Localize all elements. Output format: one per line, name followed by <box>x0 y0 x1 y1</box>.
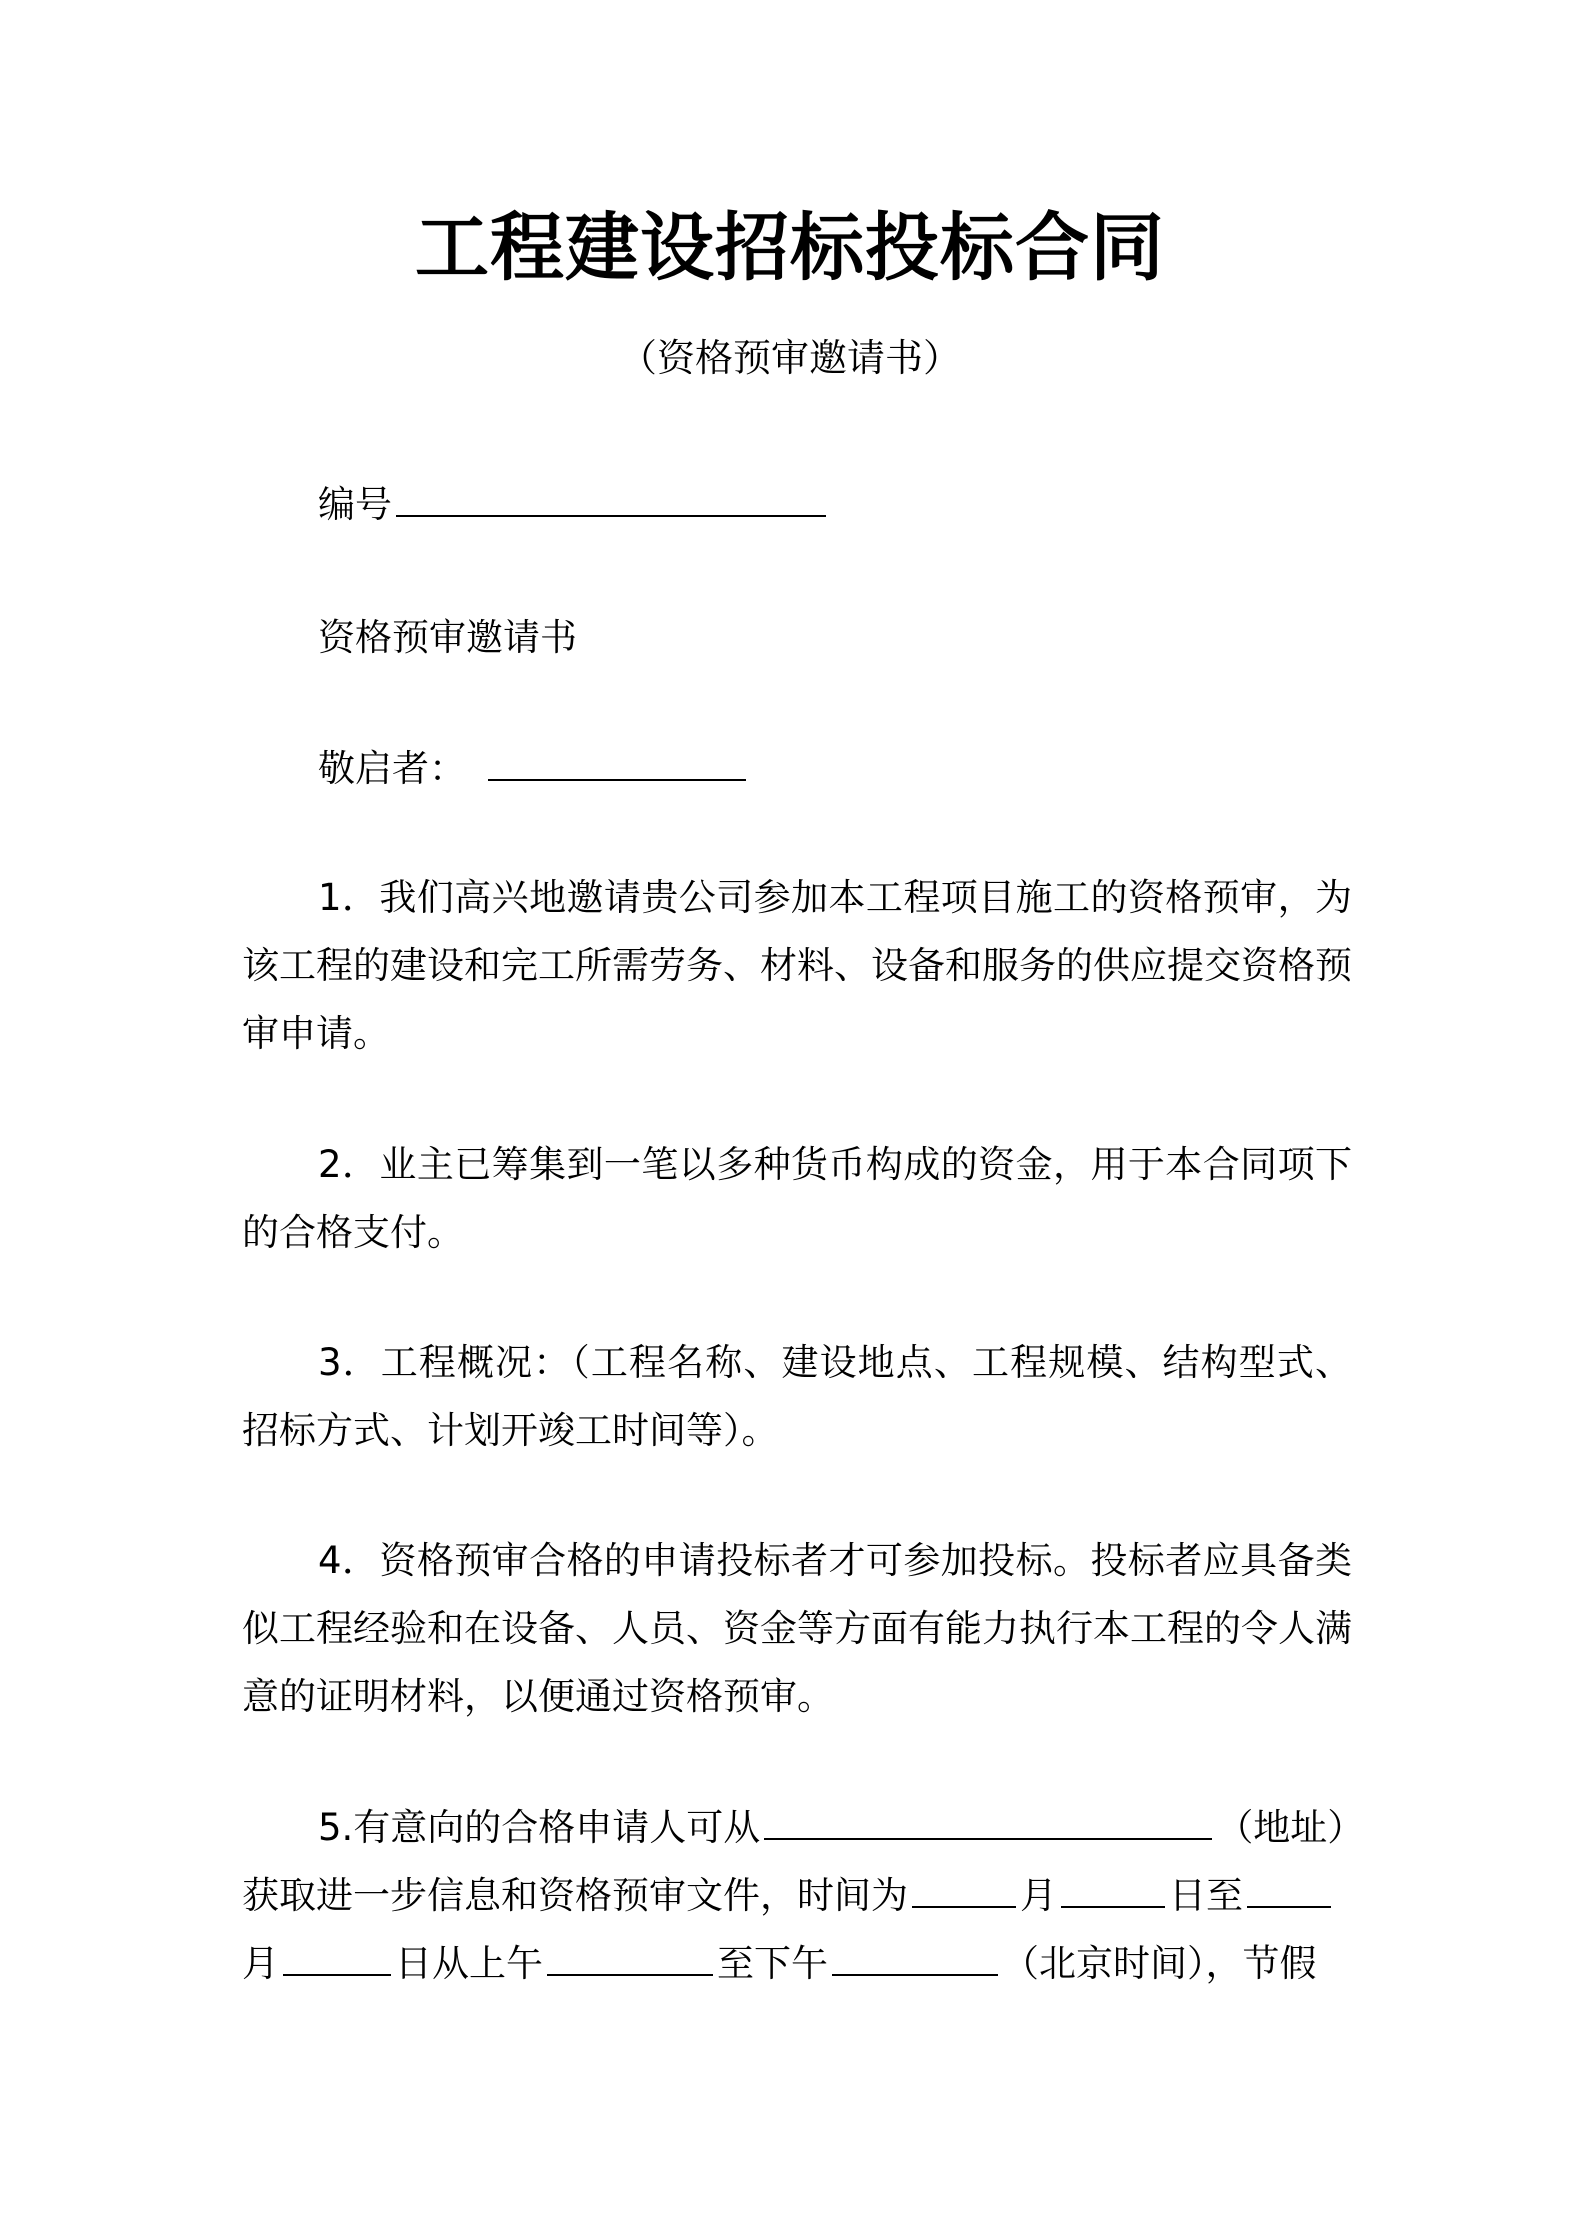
day-blank-2 <box>283 1973 391 1976</box>
p5-pm-text: 至下午 <box>717 1942 828 1985</box>
section-heading: 资格预审邀请书 <box>318 616 577 659</box>
address-blank <box>764 1837 1212 1840</box>
p5-month2-text: 月 <box>242 1942 279 1985</box>
pm-time-blank <box>832 1973 998 1976</box>
paragraph-5-line-1 <box>242 1794 1365 1862</box>
serial-number-label: 编号 <box>318 483 392 526</box>
document-title: 工程建设招标投标合同 <box>415 205 1165 291</box>
p5-beijing-text: （北京时间），节假 <box>1002 1942 1317 1985</box>
serial-number-field <box>318 477 830 533</box>
p5-dayto-text: 日至 <box>1169 1874 1243 1917</box>
p5-address-text: （地址） <box>1216 1806 1365 1849</box>
p5-start-text: 5.有意向的合格申请人可从 <box>318 1806 761 1849</box>
paragraph-1: 1．我们高兴地邀请贵公司参加本工程项目施工的资格预审，为该工程的建设和完工所需劳务、材料、设备和服务的供应提交资格预审申请。 <box>242 876 1352 1055</box>
p5-info-text: 获取进一步信息和资格预审文件，时间为 <box>242 1874 908 1917</box>
paragraph-5-line-2 <box>242 1862 1352 1930</box>
paragraph-4: 4．资格预审合格的申请投标者才可参加投标。投标者应具备类似工程经验和在设备、人员、资金等方面有能力执行本工程的令人满意的证明材料，以便通过资格预审。 <box>242 1539 1352 1718</box>
paragraph-5 <box>242 1794 1365 1998</box>
addressee-label: 敬启者： <box>318 747 466 790</box>
p5-am-text: 日从上午 <box>395 1942 543 1985</box>
am-time-blank <box>547 1973 713 1976</box>
addressee-field <box>318 741 750 797</box>
paragraph-5-line-3 <box>242 1930 1352 1998</box>
paragraph-3: 3．工程概况：（工程名称、建设地点、工程规模、结构型式、招标方式、计划开竣工时间等）。 <box>242 1341 1352 1452</box>
document-subtitle: （资格预审邀请书） <box>618 336 961 380</box>
serial-number-blank <box>396 514 826 517</box>
month-blank-1 <box>912 1905 1016 1908</box>
p5-month-text: 月 <box>1020 1874 1057 1917</box>
day-blank-1 <box>1061 1905 1165 1908</box>
paragraph-2: 2．业主已筹集到一笔以多种货币构成的资金，用于本合同项下的合格支付。 <box>242 1143 1352 1254</box>
addressee-blank <box>488 778 746 781</box>
month-blank-2 <box>1247 1905 1331 1908</box>
